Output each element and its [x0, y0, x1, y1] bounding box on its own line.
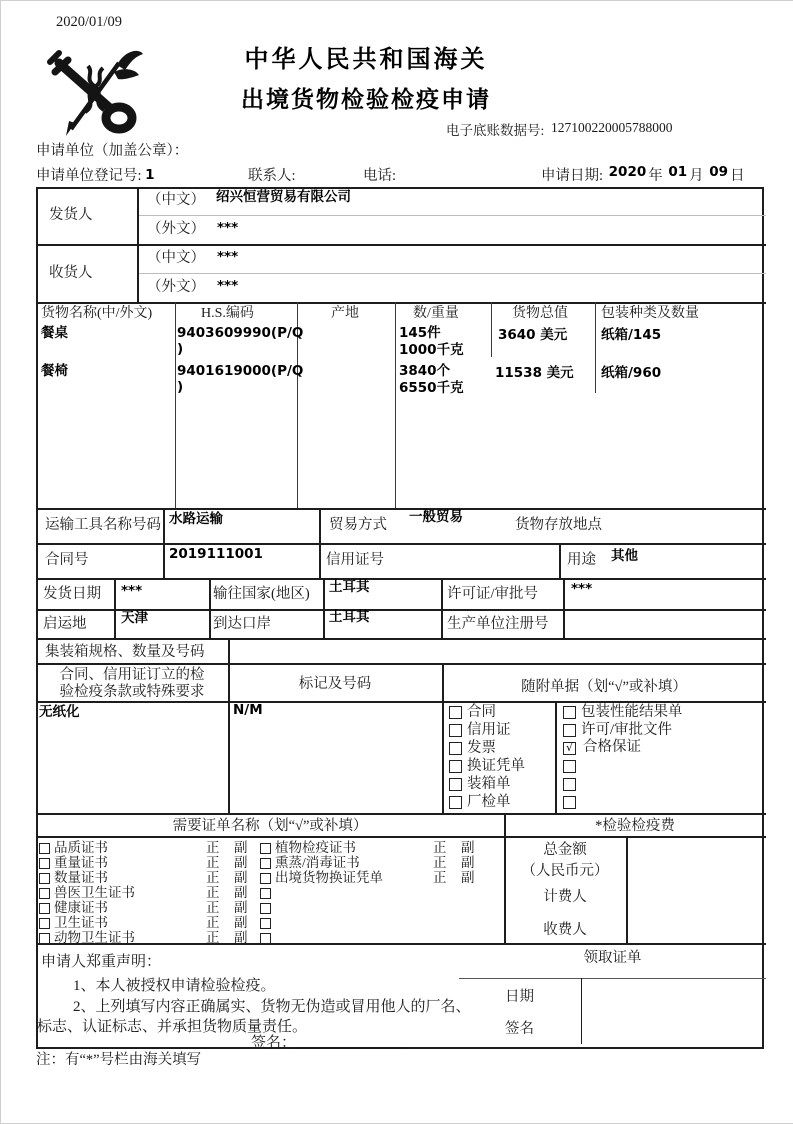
quality-cert-label: 品质证书 [54, 840, 108, 855]
goods-header-hs: H.S.编码 [201, 306, 254, 321]
vehicle-value: 水路运输 [169, 511, 223, 527]
copy-label: 副 [234, 870, 248, 885]
apply-date-year: 2020 [608, 164, 647, 180]
goods-row-total-value: 11538 美元 [495, 365, 574, 381]
goods-row-package: 纸箱/145 [601, 327, 662, 343]
arrival-label: 到达口岸 [213, 616, 271, 632]
copy-label: 副 [234, 900, 248, 915]
checkbox-invoice-label: 发票 [467, 740, 496, 756]
signature-label: 签名： [251, 1035, 297, 1051]
usage-label: 用途 [567, 552, 596, 568]
checkbox-empty[interactable] [563, 778, 576, 791]
producer-reg-label: 生产单位注册号 [447, 616, 549, 632]
contract-value: 2019111001 [169, 546, 263, 562]
checkbox-contract[interactable] [449, 706, 462, 719]
grid-line [595, 302, 596, 393]
copy-label: 副 [234, 885, 248, 900]
consignee-foreign-label: （外文） [147, 279, 205, 295]
consignor-cn-label: （中文） [147, 192, 205, 208]
grid-line [323, 578, 325, 638]
goods-header-origin: 产地 [331, 306, 359, 321]
sanitary-cert-label: 卫生证书 [54, 915, 108, 930]
declaration-line2: 2、上列填写内容正确属实、货物无伪造或冒用他人的厂名、 [73, 999, 471, 1015]
eaccount-label: 电子底账数据号: [446, 123, 545, 138]
apply-date-row [541, 164, 745, 185]
checkbox-empty[interactable] [260, 903, 271, 914]
checkbox-packaging-result[interactable] [563, 706, 576, 719]
clauses-value: 无纸化 [39, 704, 80, 720]
customs-emblem-logo [45, 45, 145, 137]
grid-line [36, 836, 766, 838]
copy-label: 副 [234, 915, 248, 930]
grid-line [228, 638, 230, 813]
checkbox-contract-label: 合同 [467, 704, 496, 720]
checkbox-vet-health-cert[interactable] [39, 888, 50, 899]
receive-divider [459, 978, 766, 979]
grid-line [175, 302, 176, 508]
marks-header: 标记及号码 [298, 676, 372, 692]
orig-label: 正 [206, 930, 220, 945]
checkbox-conformity-guarantee-label: 合格保证 [583, 739, 641, 755]
copy-label: 副 [461, 870, 475, 885]
declaration-line3: 标志、认证标志、并承担货物质量责任。 [37, 1019, 308, 1035]
checkbox-weight-cert[interactable] [39, 858, 50, 869]
grid-line [559, 543, 561, 578]
fumigation-cert-label: 熏蒸/消毒证书 [275, 855, 360, 870]
grid-line [395, 302, 396, 508]
checkbox-factory-inspection[interactable] [449, 796, 462, 809]
consignor-foreign-value: *** [217, 220, 239, 236]
checkbox-invoice[interactable] [449, 742, 462, 755]
receive-date-label: 日期 [505, 989, 534, 1005]
orig-label: 正 [206, 915, 220, 930]
day-char: 日 [730, 168, 745, 184]
orig-label: 正 [206, 840, 220, 855]
storage-label: 货物存放地点 [515, 517, 602, 533]
checkbox-animal-health-cert[interactable] [39, 933, 50, 944]
checkbox-exchange-voucher[interactable] [449, 760, 462, 773]
animal-health-cert-label: 动物卫生证书 [54, 930, 135, 945]
grid-line [626, 836, 628, 943]
contact-label: 联系人: [248, 168, 296, 184]
goods-row-name: 餐桌 [41, 325, 68, 341]
fee-collector-label: 收费人 [543, 922, 587, 938]
checkbox-factory-inspection-label: 厂检单 [467, 794, 511, 810]
orig-label: 正 [433, 840, 447, 855]
ship-date-label: 发货日期 [43, 586, 101, 602]
grid-line [163, 508, 165, 578]
fee-currency-label: （人民币元） [521, 863, 609, 879]
grid-line [36, 244, 766, 246]
applicant-reg-row [36, 168, 155, 185]
receive-divider-vertical [581, 978, 582, 1044]
checkbox-plant-quarantine-cert[interactable] [260, 843, 271, 854]
receive-sign-label: 签名 [505, 1021, 534, 1037]
checkbox-letter-of-credit-label: 信用证 [467, 722, 511, 738]
goods-header-name: 货物名称(中/外文) [41, 306, 153, 321]
checkbox-empty[interactable] [563, 760, 576, 773]
eaccount-number: 127100220005788000 [551, 120, 673, 135]
grid-line [114, 578, 116, 638]
vet-health-cert-label: 兽医卫生证书 [54, 885, 135, 900]
scan-date: 2020/01/09 [56, 14, 123, 30]
grid-line [36, 813, 766, 815]
copy-label: 副 [461, 855, 475, 870]
orig-label: 正 [206, 900, 220, 915]
quantity-cert-label: 数量证书 [54, 870, 108, 885]
weight-cert-label: 重量证书 [54, 855, 108, 870]
goods-header-package: 包装种类及数量 [601, 306, 699, 321]
checkbox-packing-list-label: 装箱单 [467, 776, 511, 792]
checkbox-fumigation-cert[interactable] [260, 858, 271, 869]
apply-date-label: 申请日期: [541, 168, 604, 184]
checkbox-packaging-result-label: 包装性能结果单 [581, 704, 683, 720]
checkbox-exit-exchange-voucher[interactable] [260, 873, 271, 884]
grid-line [563, 578, 565, 638]
trade-mode-value: 一般贸易 [409, 509, 463, 525]
health-cert-label: 健康证书 [54, 900, 108, 915]
checkbox-sanitary-cert[interactable] [39, 918, 50, 929]
plant-quarantine-cert-label: 植物检疫证书 [275, 840, 356, 855]
fee-calculator-label: 计费人 [543, 889, 587, 905]
goods-row-hs: 9403609990(P/Q [177, 325, 304, 341]
grid-line [36, 638, 766, 640]
phone-label: 电话: [363, 168, 397, 184]
goods-header-qty: 数/重量 [413, 306, 459, 321]
goods-row-qty-count: 145件 [399, 325, 441, 341]
checkbox-exchange-voucher-label: 换证凭单 [467, 758, 525, 774]
checkbox-permit-docs-label: 许可/审批文件 [581, 722, 673, 738]
goods-row-qty-weight: 6550千克 [399, 380, 464, 396]
grid-line [36, 578, 766, 580]
dest-country-value: 土耳其 [329, 579, 370, 595]
goods-row-hs: 9401619000(P/Q [177, 363, 304, 379]
arrival-value: 土耳其 [329, 609, 370, 625]
fee-header: *检验检疫费 [595, 818, 675, 834]
copy-label: 副 [234, 840, 248, 855]
goods-row-qty-weight: 1000千克 [399, 342, 464, 358]
orig-label: 正 [206, 855, 220, 870]
checkbox-packing-list[interactable] [449, 778, 462, 791]
goods-row-hs-cont: ) [177, 379, 184, 395]
orig-label: 正 [433, 870, 447, 885]
consignor-foreign-label: （外文） [147, 221, 205, 237]
light-divider [137, 215, 766, 216]
usage-value: 其他 [611, 548, 638, 564]
contract-label: 合同号 [45, 552, 89, 568]
goods-row-package: 纸箱/960 [601, 365, 662, 381]
signature-row [251, 1034, 401, 1054]
checkbox-empty[interactable] [260, 888, 271, 899]
orig-label: 正 [206, 885, 220, 900]
goods-row-total-value: 3640 美元 [498, 327, 568, 343]
depart-value: 天津 [121, 610, 148, 626]
goods-row-qty-count: 3840个 [399, 363, 451, 379]
checkbox-health-cert[interactable] [39, 903, 50, 914]
signature-line[interactable]: ______________ [296, 1035, 402, 1051]
consignee-foreign-value: *** [217, 278, 239, 294]
grid-line [491, 302, 492, 357]
lc-label: 信用证号 [326, 552, 384, 568]
depart-label: 启运地 [43, 616, 87, 632]
goods-row-hs-cont: ) [177, 341, 184, 357]
marks-value: N/M [233, 702, 263, 718]
footnote: 注：有“*”号栏由海关填写 [36, 1052, 202, 1068]
permit-value: *** [571, 581, 593, 597]
clauses-header-line2: 验检疫条款或特殊要求 [59, 684, 205, 700]
month-char: 月 [689, 168, 704, 184]
goods-header-value: 货物总值 [512, 306, 568, 321]
grid-line [36, 543, 766, 545]
grid-line [555, 701, 557, 813]
form-title-line2: 出境货物检验检疫申请 [241, 86, 491, 112]
container-label: 集装箱规格、数量及号码 [45, 644, 205, 660]
consignor-label: 发货人 [49, 207, 93, 223]
checkbox-empty[interactable] [563, 796, 576, 809]
orig-label: 正 [206, 870, 220, 885]
form-title-line1: 中华人民共和国海关 [244, 46, 488, 73]
applicant-reg-label: 申请单位登记号: [36, 168, 142, 184]
checkbox-empty[interactable] [260, 918, 271, 929]
apply-date-month: 01 [668, 164, 688, 180]
year-char: 年 [648, 168, 663, 184]
copy-label: 副 [461, 840, 475, 855]
light-divider [137, 273, 766, 274]
attached-docs-header: 随附单据（划“√”或补填） [521, 679, 687, 695]
consignor-cn-value: 绍兴恒营贸易有限公司 [216, 189, 351, 205]
grid-line [36, 508, 766, 510]
copy-label: 副 [234, 930, 248, 945]
receive-cert-header: 领取证单 [583, 950, 642, 966]
clauses-header-line1: 合同、信用证订立的检 [59, 667, 205, 683]
grid-line [36, 663, 766, 665]
fee-total-label: 总金额 [543, 842, 587, 858]
copy-label: 副 [234, 855, 248, 870]
grid-line [36, 701, 766, 703]
checkbox-quality-cert[interactable] [39, 843, 50, 854]
declaration-title: 申请人郑重声明： [41, 954, 162, 970]
exit-exchange-voucher-label: 出境货物换证凭单 [275, 870, 383, 885]
grid-line [137, 187, 139, 302]
declaration-line1: 1、本人被授权申请检验检疫。 [73, 978, 276, 994]
ship-date-value: *** [121, 583, 143, 599]
trade-mode-label: 贸易方式 [329, 517, 387, 533]
checkbox-letter-of-credit[interactable] [449, 724, 462, 737]
apply-date-day: 09 [709, 164, 729, 180]
checkbox-conformity-guarantee[interactable]: √ [563, 742, 576, 755]
grid-line [441, 578, 443, 638]
grid-line [36, 943, 766, 945]
checkbox-permit-docs[interactable] [563, 724, 576, 737]
vehicle-label: 运输工具名称号码 [45, 517, 161, 533]
dest-country-label: 输往国家(地区) [213, 586, 310, 602]
clauses-header [36, 667, 228, 701]
certificates-header: 需要证单名称（划“√”或补填） [172, 818, 368, 834]
consignee-cn-value: *** [217, 249, 239, 265]
consignee-label: 收货人 [49, 265, 93, 281]
checkbox-quantity-cert[interactable] [39, 873, 50, 884]
checkbox-empty[interactable] [260, 933, 271, 944]
grid-line [209, 578, 211, 638]
grid-line [36, 302, 766, 304]
goods-row-name: 餐椅 [41, 363, 68, 379]
permit-label: 许可证/审批号 [447, 586, 539, 602]
orig-label: 正 [433, 855, 447, 870]
consignee-cn-label: （中文） [147, 250, 205, 266]
applicant-unit-label: 申请单位（加盖公章）： [36, 143, 189, 159]
grid-line [319, 508, 321, 578]
applicant-reg-value: 1 [145, 167, 155, 183]
